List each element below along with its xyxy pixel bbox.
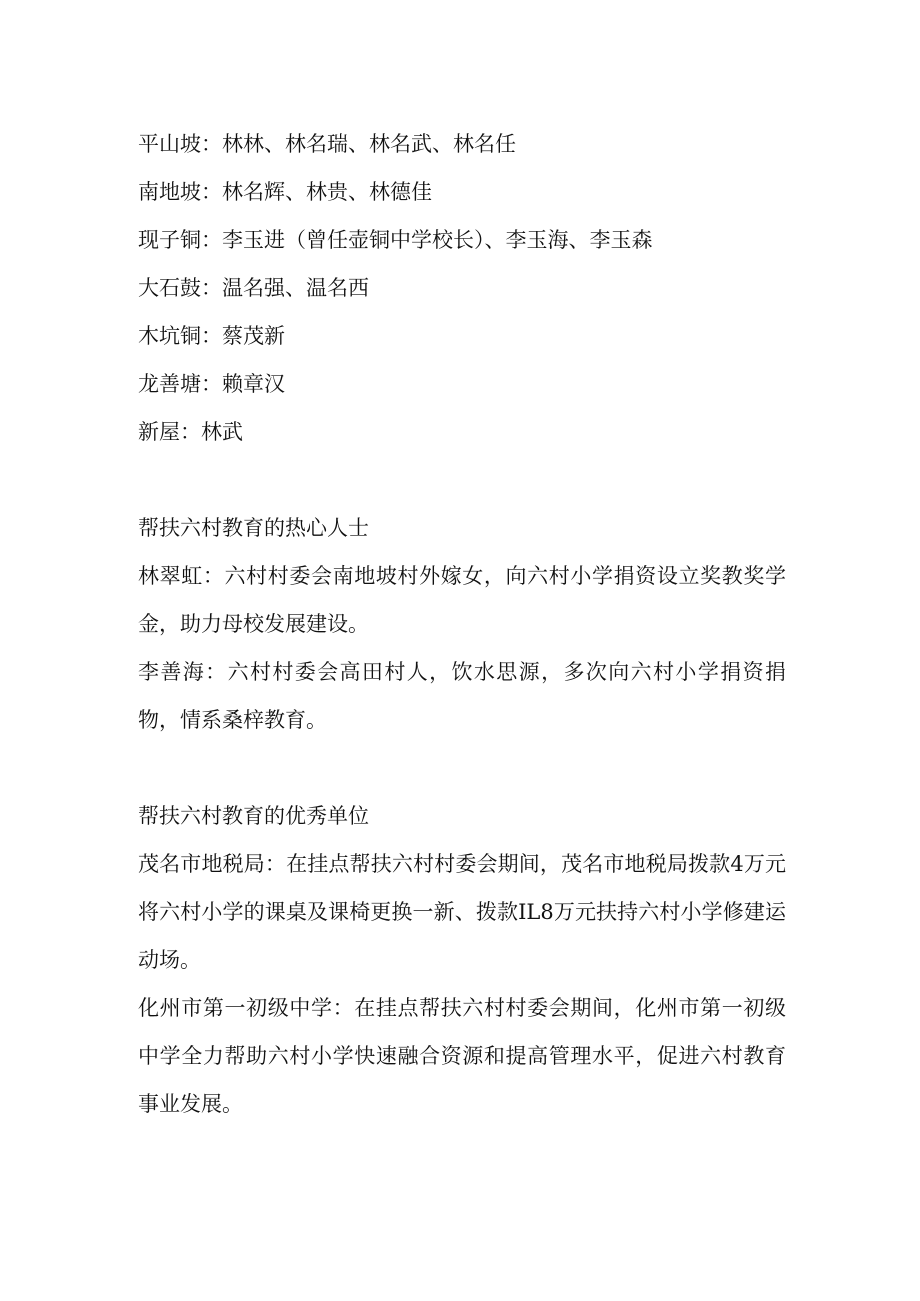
village-list [138, 120, 786, 456]
section-heading: 帮扶六村教育的热心人士 [138, 516, 369, 540]
section-units [138, 792, 786, 1128]
village-line: 平山坡：林林、林名瑞、林名武、林名任 [138, 132, 516, 156]
village-line: 木坑铜：蔡茂新 [138, 324, 285, 348]
village-line: 南地坡：林名辉、林贵、林德佳 [138, 180, 432, 204]
village-line: 龙善塘：赖章汉 [138, 372, 285, 396]
person-entry: 林翠虹：六村村委会南地坡村外嫁女，向六村小学捐资设立奖教奖学金，助力母校发展建设。 [138, 564, 786, 636]
spacer [138, 744, 786, 792]
village-line: 大石鼓：温名强、温名西 [138, 276, 369, 300]
spacer [138, 456, 786, 504]
village-line: 现子铜：李玉进（曾任壶铜中学校长）、李玉海、李玉森 [138, 228, 653, 252]
village-line: 新屋：林武 [138, 420, 243, 444]
section-heading: 帮扶六村教育的优秀单位 [138, 804, 369, 828]
person-entry: 李善海：六村村委会高田村人，饮水思源，多次向六村小学捐资捐物，情系桑梓教育。 [138, 660, 786, 732]
unit-entry: 化州市第一初级中学：在挂点帮扶六村村委会期间，化州市第一初级中学全力帮助六村小学快速融合资源和提高管理水平，促进六村教育事业发展。 [138, 996, 786, 1116]
section-people [138, 504, 786, 744]
unit-entry: 茂名市地税局：在挂点帮扶六村村委会期间，茂名市地税局拨款4万元将六村小学的课桌及课椅更换一新、拨款IL8万元扶持六村小学修建运动场。 [138, 852, 786, 972]
document-content [138, 120, 786, 1128]
